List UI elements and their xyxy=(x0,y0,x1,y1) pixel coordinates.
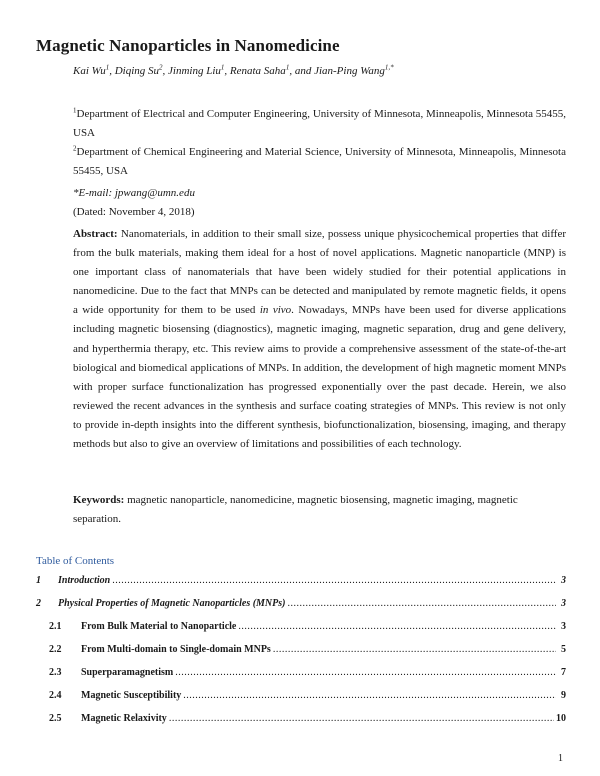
toc-entry[interactable]: 1 Introduction ..... 3 xyxy=(36,575,566,598)
abstract: Abstract: Nanomaterials, in addition to their small size, possess unique physicochemical properties that differ from the bulk materials, making them ideal for a host of novel applications. Magnetic nanoparticle (MNP) is one important class of nanomaterials that have been widely studied for their potential applications in nanomedicine. Due to the fact that MNPs can be detected and manipulated by remote magnetic fields, it opens a wide opportunity for them to be used in vivo. Nowadays, MNPs have been used for diverse applications including magnetic biosensing (diagnostics), magnetic imaging, magnetic separation, drug and gene delivery, and hyperthermia therapy, etc. This review aims to provide a comprehensive assessment of the state-of-the-art biological and biomedical applications of MNPs. In addition, the development of high magnetic moment MNPs with proper surface functionalization has progressed exponentially over the past decade. Herein, we also reviewed the recent advances in the synthesis and surface coating strategies of MNPs. This review is not only to provide in-depth insights into the different synthesis, biofunctionalization, biosensing, imaging, and therapy methods but also to give an overview of limitations and possibilities of each technology. xyxy=(73,228,566,451)
keywords-label: Keywords: xyxy=(73,494,125,506)
author: Jian-Ping Wang$^{1,*}$ xyxy=(314,63,394,77)
toc-entry[interactable]: 2.2 From Multi-domain to Single-domain MNPs ..... 5 xyxy=(36,644,566,667)
corresponding-email: *E-mail: jpwang@umn.edu xyxy=(73,187,195,199)
author: Jinming Liu$^1$, xyxy=(168,63,230,77)
toc-entry[interactable]: 2.5 Magnetic Relaxivity ..... 10 xyxy=(36,713,566,736)
author: Kai Wu$^1$, xyxy=(73,63,115,77)
toc-entry[interactable]: 2.4 Magnetic Susceptibility ..... 9 xyxy=(36,690,566,713)
abstract-label: Abstract: xyxy=(73,228,118,240)
keywords: Keywords: magnetic nanoparticle, nanomedicine, magnetic biosensing, magnetic imaging, magnetic separation. xyxy=(73,494,518,525)
author: Renata Saha$^1$, and xyxy=(229,63,315,77)
dated-line: (Dated: November 4, 2018) xyxy=(73,206,195,218)
author-list xyxy=(73,65,394,77)
toc-heading: Table of Contents xyxy=(36,555,115,567)
page-number: 1 xyxy=(558,753,563,764)
table-of-contents xyxy=(36,575,566,736)
toc-entry[interactable]: 2.3 Superparamagnetism ..... 7 xyxy=(36,667,566,690)
toc-entry[interactable]: 2.1 From Bulk Material to Nanoparticle ..... 3 xyxy=(36,621,566,644)
toc-entry[interactable]: 2 Physical Properties of Magnetic Nanoparticles (MNPs) ..... 3 xyxy=(36,598,566,621)
affiliation-2: $^2$Department of Chemical Engineering and Material Science, University of Minnesota, Minneapolis, Minnesota 55455, USA xyxy=(73,144,566,177)
paper-title: Magnetic Nanoparticles in Nanomedicine xyxy=(36,36,340,55)
affiliation-1: $^1$Department of Electrical and Computer Engineering, University of Minnesota, Minneapolis, Minnesota 55455, USA xyxy=(73,106,566,139)
author: Diqing Su$^2$, xyxy=(114,63,169,77)
